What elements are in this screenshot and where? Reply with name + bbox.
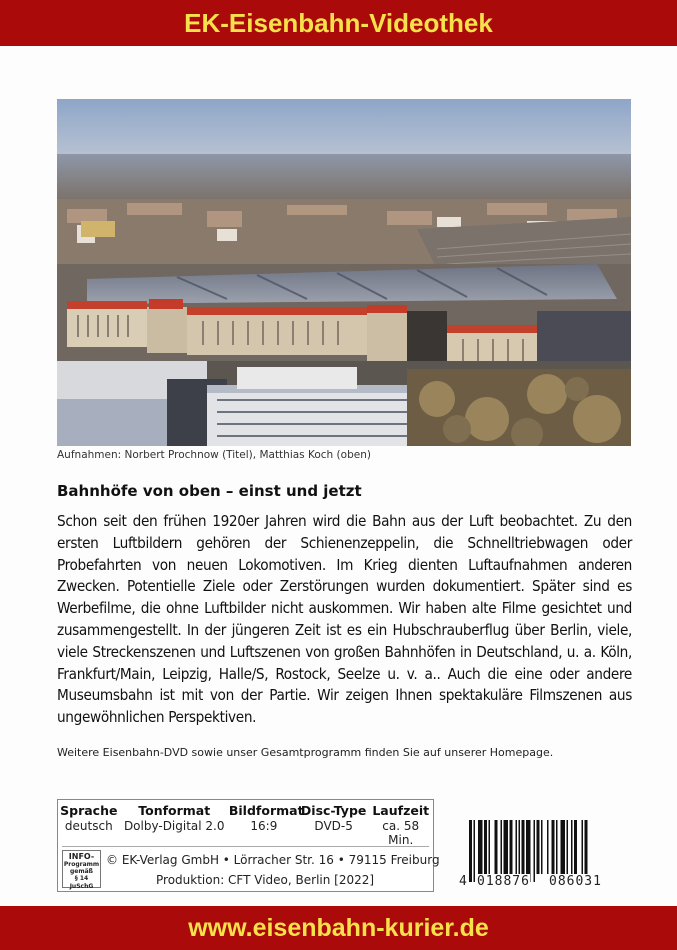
homepage-note: Weitere Eisenbahn-DVD sowie unser Gesamtprogramm finden Sie auf unserer Homepage.: [57, 746, 554, 759]
barcode-bar: [526, 820, 531, 882]
barcode-group-right: 086031: [549, 874, 602, 889]
barcode-digit-first: 4: [459, 874, 467, 889]
spec-disc: [299, 803, 369, 847]
barcode-bar: [516, 820, 518, 874]
specs-box: [57, 799, 440, 892]
barcode-bar: [510, 820, 513, 874]
website-url[interactable]: www.eisenbahn-kurier.de: [188, 913, 489, 942]
juschg-info-label: [62, 850, 101, 888]
spec-label: Disc-Type: [300, 803, 367, 818]
barcode-bar: [556, 820, 558, 874]
photo-caption: Aufnahmen: Norbert Prochnow (Titel), Matthias Koch (oben): [57, 449, 371, 461]
spec-language: [58, 803, 120, 847]
barcode-bar: [582, 820, 584, 874]
spec-label: Tonformat: [138, 803, 211, 818]
series-title: EK-Eisenbahn-Videothek: [184, 7, 493, 38]
spec-value: DVD-5: [314, 819, 353, 833]
barcode-bar: [474, 820, 476, 882]
barcode-bar: [585, 820, 588, 882]
barcode-bar: [495, 820, 498, 874]
barcode-bar: [501, 820, 503, 874]
spec-value: ca. 58 Min.: [382, 819, 420, 847]
footer-band: [0, 906, 677, 950]
spec-value: deutsch: [64, 819, 113, 833]
barcode-bar: [571, 820, 573, 874]
barcode-bar: [567, 820, 569, 874]
spec-label: Sprache: [60, 803, 118, 818]
spec-label: Laufzeit: [372, 803, 430, 818]
article-body: Schon seit den frühen 1920er Jahren wird die Bahn aus der Luft beobachtet. Zu den ersten Luftbildern gehören der Schienenzeppelin, die Schnelltriebwagen oder Probefahrten von neuen Lokomotiven. Im Krieg dienten Luftaufnahmen anderen Zwecken. Potentielle Ziele oder Zerstörungen wurden dokumentiert. Später sind es Werbefilme, die ohne Luftbilder nicht auskommen. Wir haben alte Filme gesichtet und zusammengestellt. In der jüngeren Zeit ist es ein Hubschrauberflug über Berlin, viele, viele Streckenszenen und Luftszenen von großen Bahnhöfen in Deutschland, u. a. Köln, Frankfurt/Main, Leipzig, Halle/S, Rostock, Seelze u. v. a.. Auch die eine oder andere Museumsbahn ist mit von der Partie. Wir zeigen Ihnen spektakuläre Filmszenen aus ungewöhnlichen Perspektiven.: [57, 512, 632, 727]
info-line: JuSchG: [69, 882, 94, 890]
barcode-bar: [534, 820, 536, 882]
info-line: INFO-: [68, 852, 95, 861]
barcode-bar: [552, 820, 555, 874]
barcode-bar: [504, 820, 509, 874]
barcode-bar: [519, 820, 521, 874]
spec-value: 16:9: [250, 819, 278, 833]
spec-runtime: [368, 803, 433, 847]
barcode-bar: [484, 820, 487, 874]
barcode-bar: [489, 820, 491, 874]
barcode-group-left: 018876: [477, 874, 530, 889]
barcode-bar: [522, 820, 525, 874]
article-headline: Bahnhöfe von oben – einst und jetzt: [57, 482, 362, 500]
aerial-station-photo: [57, 99, 631, 446]
spec-label: Bildformat: [228, 803, 304, 818]
spec-picture: [228, 803, 304, 847]
spec-audio: [120, 803, 229, 847]
barcode-bar: [537, 820, 540, 874]
barcode-bar: [574, 820, 577, 874]
barcode-bar: [561, 820, 566, 874]
specs-divider: [62, 846, 429, 847]
publisher-address: © EK-Verlag GmbH • Lörracher Str. 16 • 79115 Freiburg: [106, 853, 440, 867]
info-line: § 14: [74, 875, 89, 883]
info-line: Programm: [63, 861, 100, 868]
barcode-bar: [541, 820, 543, 874]
barcode-bar: [469, 820, 472, 882]
barcode-bar: [478, 820, 483, 874]
production-credit: Produktion: CFT Video, Berlin [2022]: [156, 873, 375, 887]
header-band: [0, 0, 677, 46]
ean-barcode: [459, 820, 627, 890]
barcode-bar: [547, 820, 549, 874]
spec-value: Dolby-Digital 2.0: [123, 819, 225, 833]
specs-row: [58, 803, 433, 847]
info-line: gemäß: [70, 868, 93, 876]
